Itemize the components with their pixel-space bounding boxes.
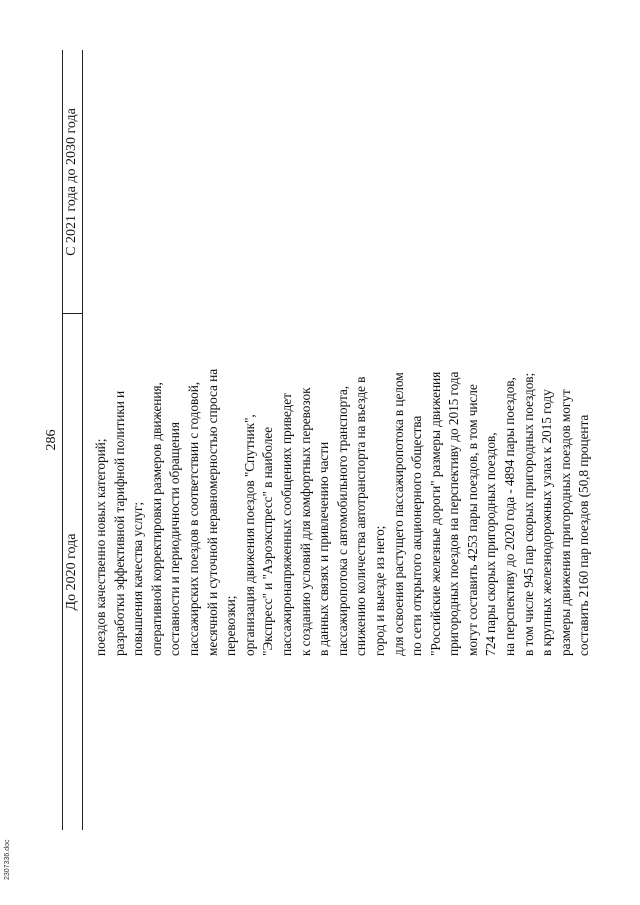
text-line: пассажиронапряженных сообщениях приведет (278, 393, 294, 656)
text-line: могут составить 4253 пары поездов, в том числе (464, 384, 480, 656)
table-header-border (82, 50, 83, 830)
text-line: оперативной корректировки размеров движения, (148, 382, 164, 656)
text-line: повышения качества услуг; (130, 502, 146, 656)
text-line: 724 пары скорых пригородных поездов, (483, 432, 499, 656)
column-header-2021-2030: С 2021 года до 2030 года (64, 108, 79, 256)
text-line: в том числе 945 пар скорых пригородных поездов; (520, 372, 536, 656)
text-line: снижению количества автотранспорта на въезде в (353, 376, 369, 656)
text-line: размеры движения пригородных поездов могут (557, 389, 573, 656)
text-line: пассажиропотока с автомобильного транспорта, (334, 386, 350, 656)
text-line: разработки эффективной тарифной политики и (111, 390, 127, 656)
text-line: составить 2160 пар поездов (50,8 процента (576, 414, 592, 656)
text-line: в крупных железнодорожных узлах к 2015 году (539, 389, 555, 656)
column-until-2020-text (92, 316, 594, 656)
text-line: для освоения растущего пассажиропотока в целом (390, 372, 406, 656)
page-number: 286 (44, 429, 59, 451)
text-line: поездов качественно новых категорий; (93, 438, 108, 656)
text-line: по сети открытого акционерного общества (409, 415, 425, 656)
column-header-until-2020: До 2020 года (64, 533, 79, 611)
text-line: "Экспресс" и "Аэроэкспресс" в наиболее (260, 427, 276, 656)
rotated-page (40, 50, 600, 830)
text-line: к созданию условий для комфортных перевозок (297, 387, 313, 656)
text-line: перевозки; (223, 595, 239, 656)
document-code: 2307336.doc (4, 839, 11, 880)
text-line: в данных связях и привлечению части (316, 441, 332, 656)
text-line: город и выезде из него; (371, 525, 387, 656)
text-line: "Российские железные дороги" размеры движения (427, 371, 443, 656)
text-line: месячной и суточной неравномерностью спроса на (204, 368, 220, 656)
text-line: организация движения поездов "Спутник", (241, 414, 257, 656)
text-line: пассажирских поездов в соответствии с годовой, (185, 381, 201, 656)
text-line: пригородных поездов на перспективу до 2015 года (446, 371, 462, 656)
text-line: на перспективу до 2020 года - 4894 пары поездов, (502, 377, 518, 656)
text-line: составности и периодичности обращения (167, 422, 183, 656)
table-top-border (62, 50, 63, 830)
